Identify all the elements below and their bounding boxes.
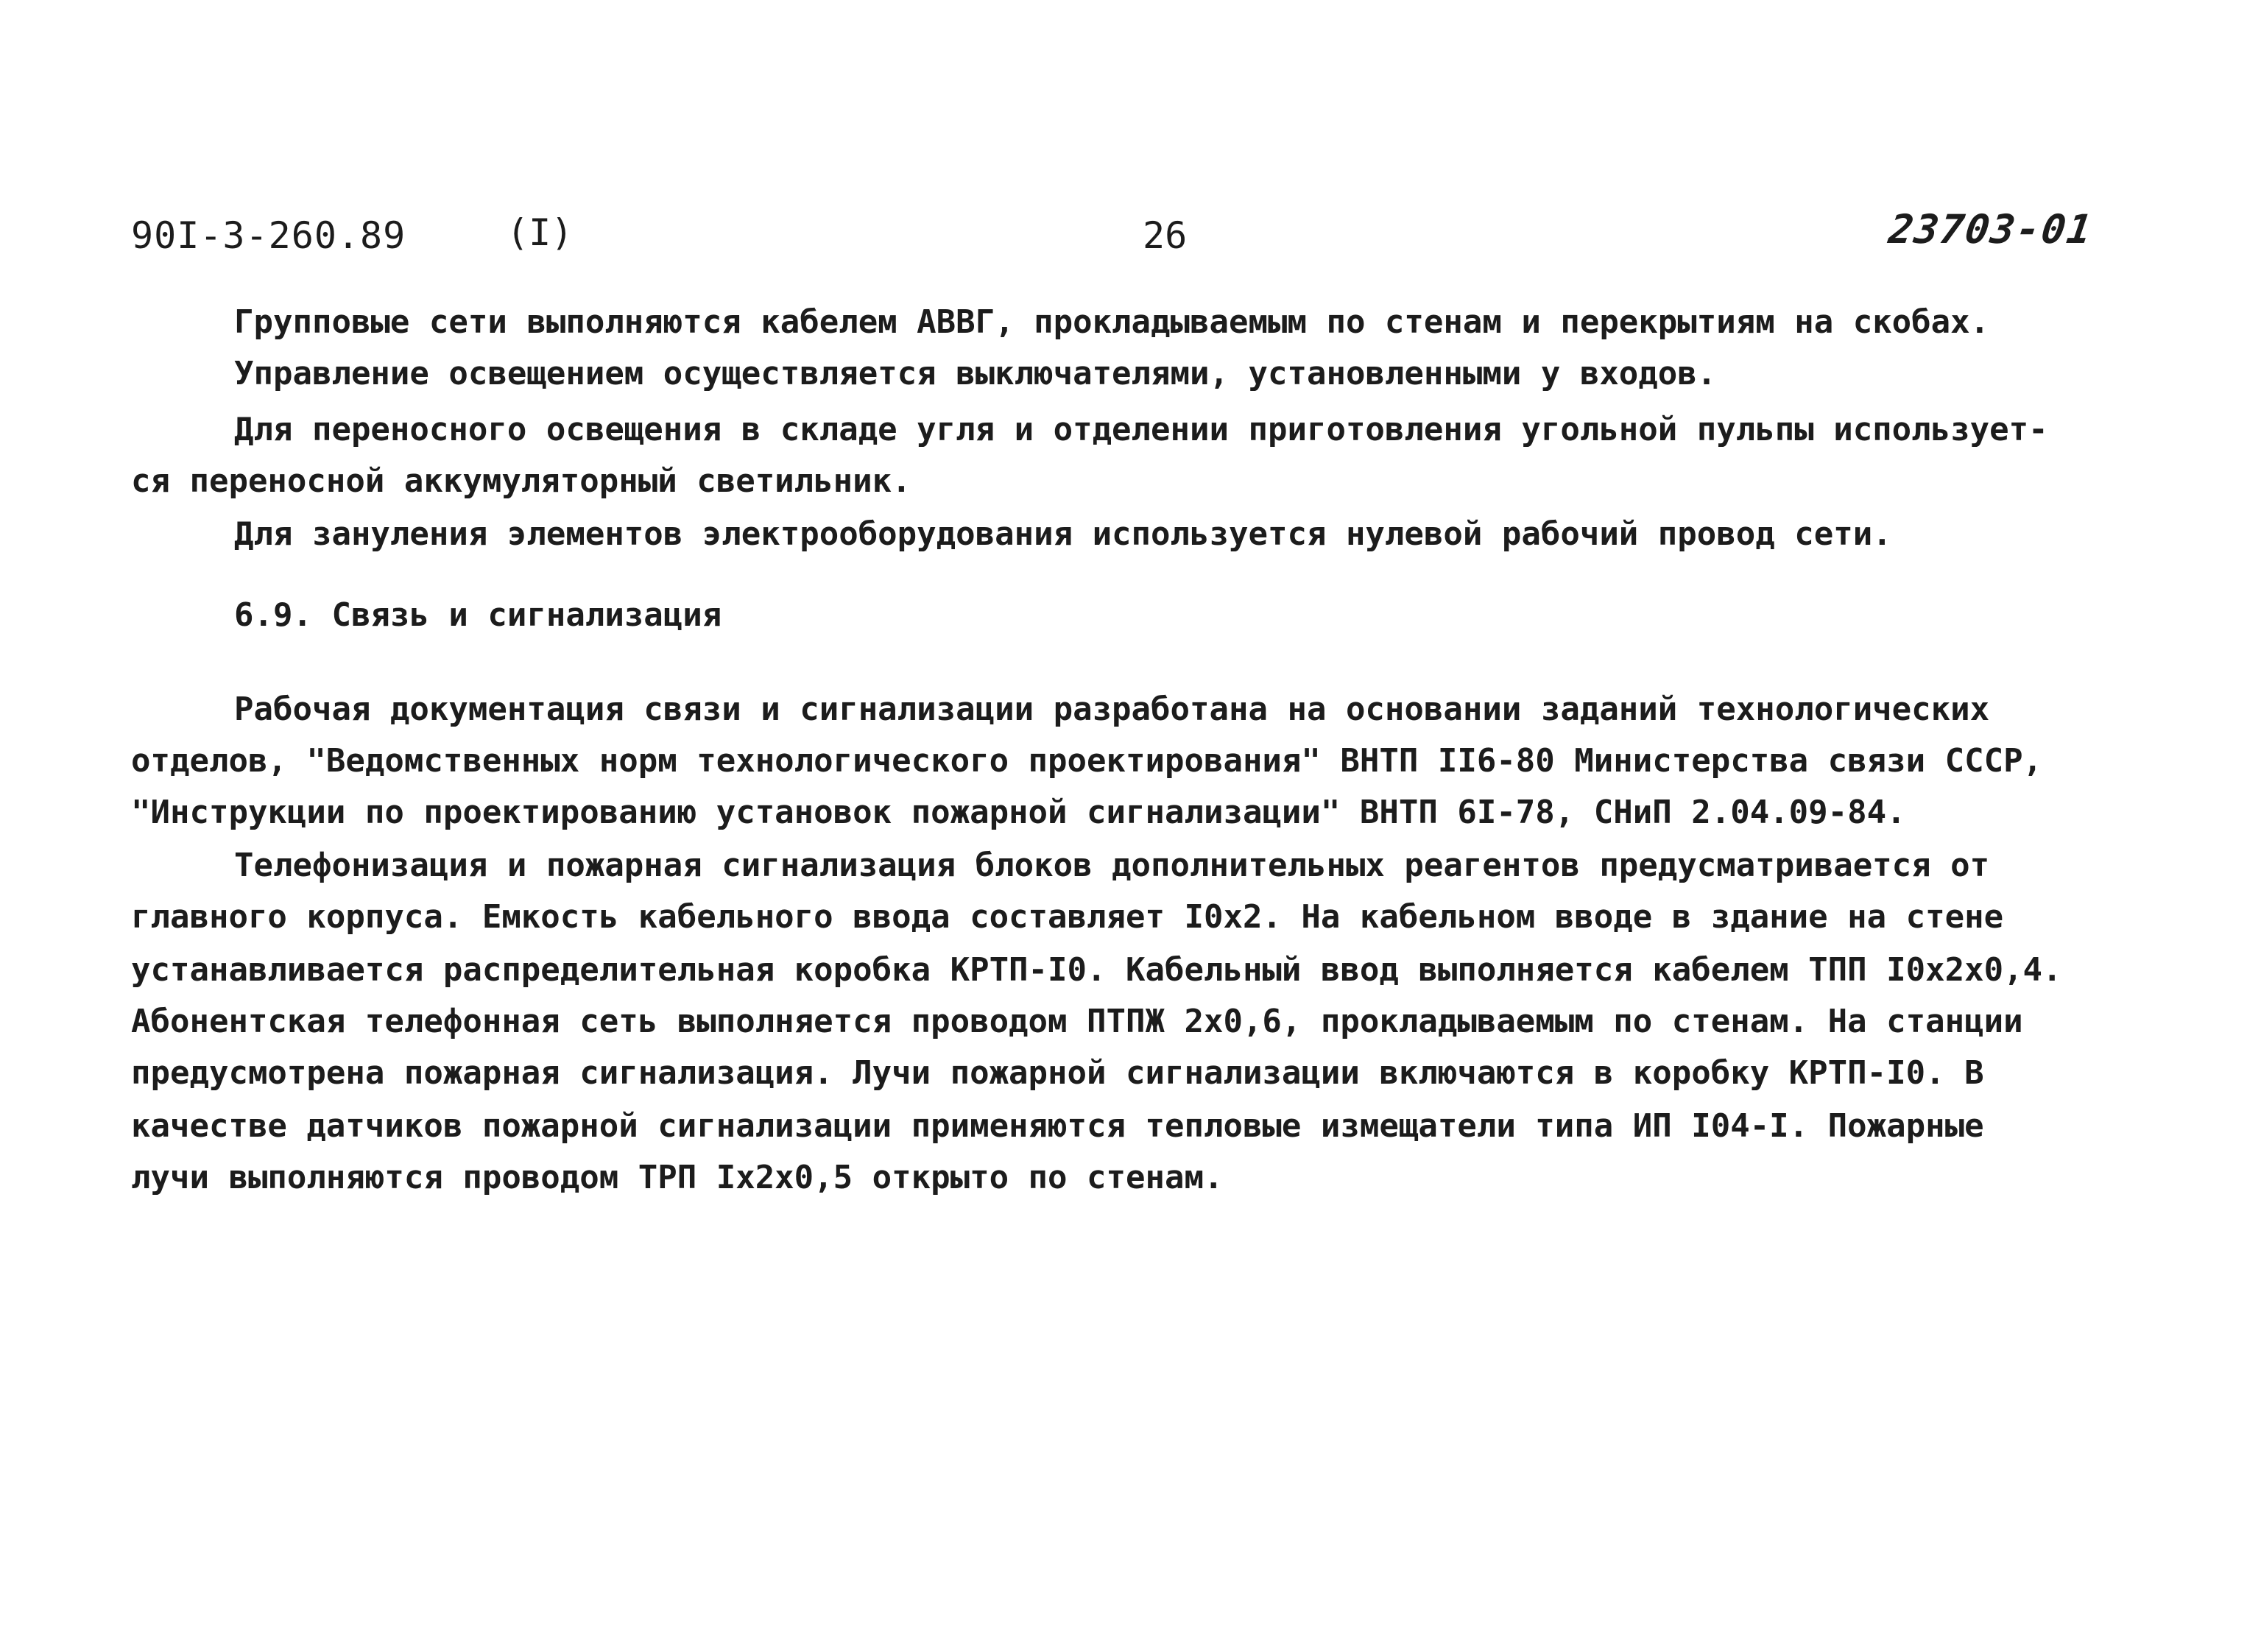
text-line: Рабочая документация связи и сигнализации разработана на основании заданий технологических (234, 691, 1990, 728)
section-heading: 6.9. Связь и сигнализация (234, 596, 722, 634)
text-line: предусмотрена пожарная сигнализация. Лучи пожарной сигнализации включаются в коробку КРТП-I0. В (131, 1054, 1984, 1092)
text-line: Управление освещением осуществляется выключателями, установленными у входов. (234, 355, 1717, 392)
text-line: лучи выполняются проводом ТРП Ix2x0,5 открыто по стенам. (131, 1159, 1224, 1196)
text-line: ся переносной аккумуляторный светильник. (131, 462, 911, 500)
issue-number: (I) (507, 211, 574, 254)
text-line: отделов, "Ведомственных норм технологического проектирования" ВНТП II6-80 Министерства связи СССР, (131, 742, 2043, 780)
inventory-number: 23703-01 (1886, 206, 2096, 253)
text-line: Для зануления элементов электрооборудования используется нулевой рабочий провод сети. (234, 515, 1892, 553)
text-line: Для переносного освещения в складе угля и отделении приготовления угольной пульпы использует- (234, 411, 2048, 448)
document-code: 90I-3-260.89 (131, 214, 406, 257)
text-line: устанавливается распределительная коробка КРТП-I0. Кабельный ввод выполняется кабелем ТПП I0x2x0,4. (131, 951, 2062, 989)
page-number: 26 (1143, 214, 1188, 257)
text-line: качестве датчиков пожарной сигнализации применяются тепловые измещатели типа ИП I04-I. Пожарные (131, 1107, 1984, 1145)
text-line: "Инструкции по проектированию установок пожарной сигнализации" ВНТП 6I-78, СНиП 2.04.09-84. (131, 794, 1906, 831)
text-line: Абонентская телефонная сеть выполняется проводом ПТПЖ 2x0,6, прокладываемым по стенам. На станции (131, 1003, 2023, 1040)
text-line: Групповые сети выполняются кабелем АВВГ, прокладываемым по стенам и перекрытиям на скобах. (234, 303, 1990, 341)
text-line: Телефонизация и пожарная сигнализация блоков дополнительных реагентов предусматривается от (234, 847, 1990, 884)
text-line: главного корпуса. Емкость кабельного ввода составляет I0x2. На кабельном вводе в здание на стене (131, 898, 2004, 936)
